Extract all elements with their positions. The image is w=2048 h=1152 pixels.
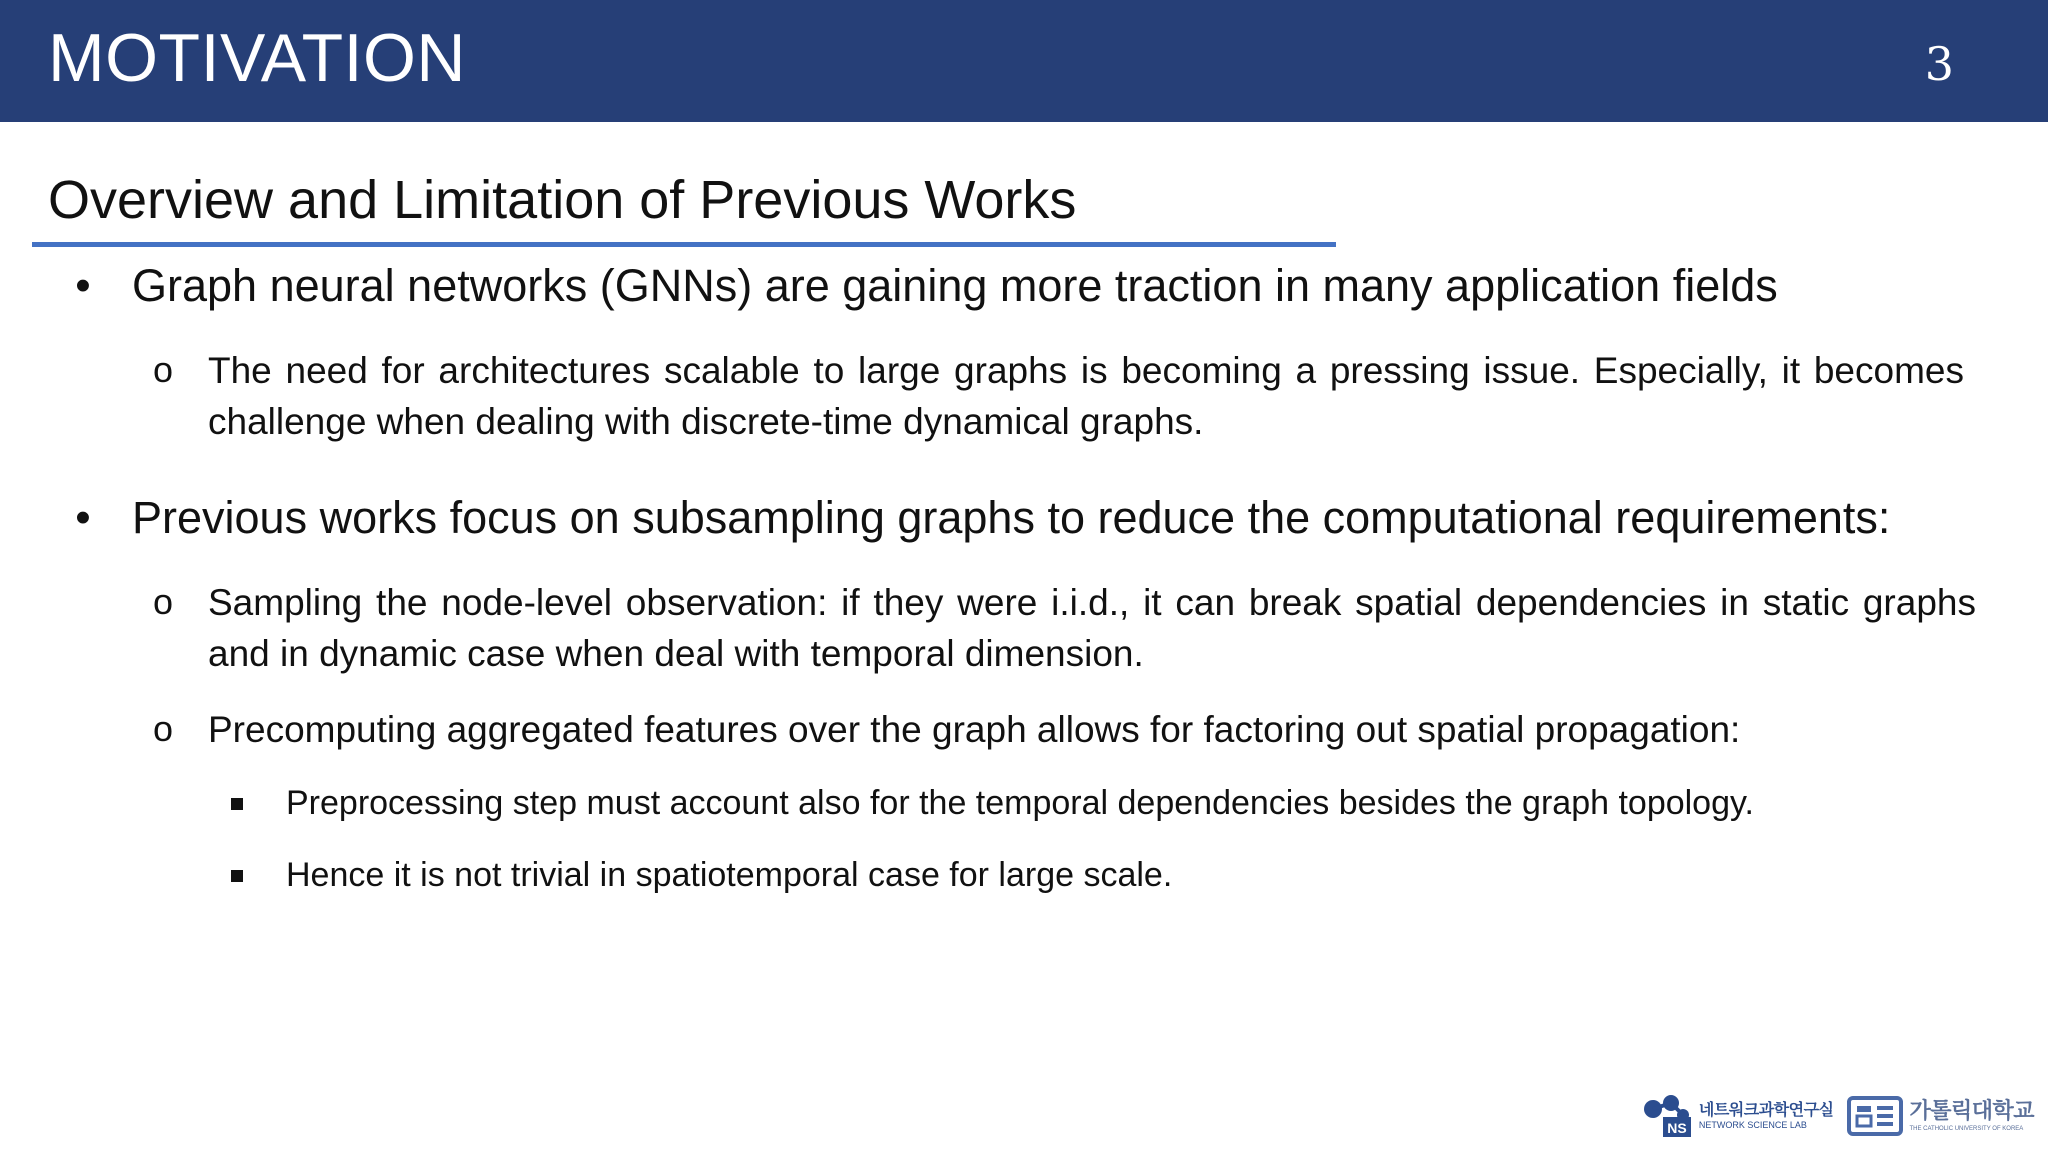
- header-bar: [0, 0, 2048, 122]
- section-underline: [32, 242, 1336, 247]
- svg-text:NS: NS: [1667, 1120, 1687, 1136]
- subsubbullet-text: Preprocessing step must account also for the temporal dependencies besides the graph topology.: [286, 784, 1754, 822]
- bullet-text: Previous works focus on subsampling graphs to reduce the computational requirements:: [132, 492, 1891, 543]
- bullet-marker: •: [75, 261, 91, 310]
- subbullet-node-sampling: [0, 577, 2048, 681]
- page-number: 3: [1924, 37, 1954, 91]
- network-science-lab-logo: [1641, 1093, 1834, 1139]
- lab-name-korean: 네트워크과학연구실: [1698, 1100, 1834, 1119]
- subbullet-text: The need for architectures scalable to large graphs is becoming a pressing issue. Especially, it becomes challenge when dealing with discrete-time dynamical graphs.: [208, 350, 1964, 442]
- footer-logos: [1641, 1090, 2034, 1142]
- catholic-university-logo: [1847, 1094, 2034, 1138]
- subbullet-precomputing: [0, 704, 2048, 758]
- subbullet-marker: o: [152, 708, 174, 749]
- catholic-university-emblem-icon: [1847, 1094, 1903, 1138]
- bullet-text: Graph neural networks (GNNs) are gaining more traction in many application fields: [132, 260, 1778, 311]
- bullet-previous-works: [0, 490, 2048, 550]
- network-science-lab-icon: [1641, 1093, 1693, 1139]
- subbullet-text: Sampling the node-level observation: if they were i.i.d., it can break spatial dependencies in static graphs and in dynamic case when deal with temporal dimension.: [208, 582, 1976, 674]
- university-name-korean: 가톨릭대학교: [1909, 1098, 2034, 1124]
- subsubbullet-preprocessing: [0, 778, 2048, 830]
- subbullet-marker: o: [152, 349, 174, 390]
- lab-name-english: NETWORK SCIENCE LAB: [1698, 1120, 1807, 1130]
- bullet-marker: •: [75, 493, 91, 542]
- square-bullet-icon: [224, 778, 250, 828]
- university-name-english: THE CATHOLIC UNIVERSITY OF KOREA: [1909, 1125, 2024, 1132]
- subsubbullet-text: Hence it is not trivial in spatiotemporal case for large scale.: [286, 856, 1173, 894]
- section-heading: Overview and Limitation of Previous Works: [48, 170, 1077, 230]
- bullet-gnn-traction: [0, 258, 2048, 318]
- subbullet-scalability-need: [0, 345, 2048, 449]
- subsubbullet-not-trivial: [0, 850, 2048, 902]
- slide-title: MOTIVATION: [48, 20, 467, 96]
- subbullet-marker: o: [152, 581, 174, 622]
- subbullet-text: Precomputing aggregated features over the graph allows for factoring out spatial propagation:: [208, 709, 1741, 750]
- square-bullet-icon: [224, 850, 250, 900]
